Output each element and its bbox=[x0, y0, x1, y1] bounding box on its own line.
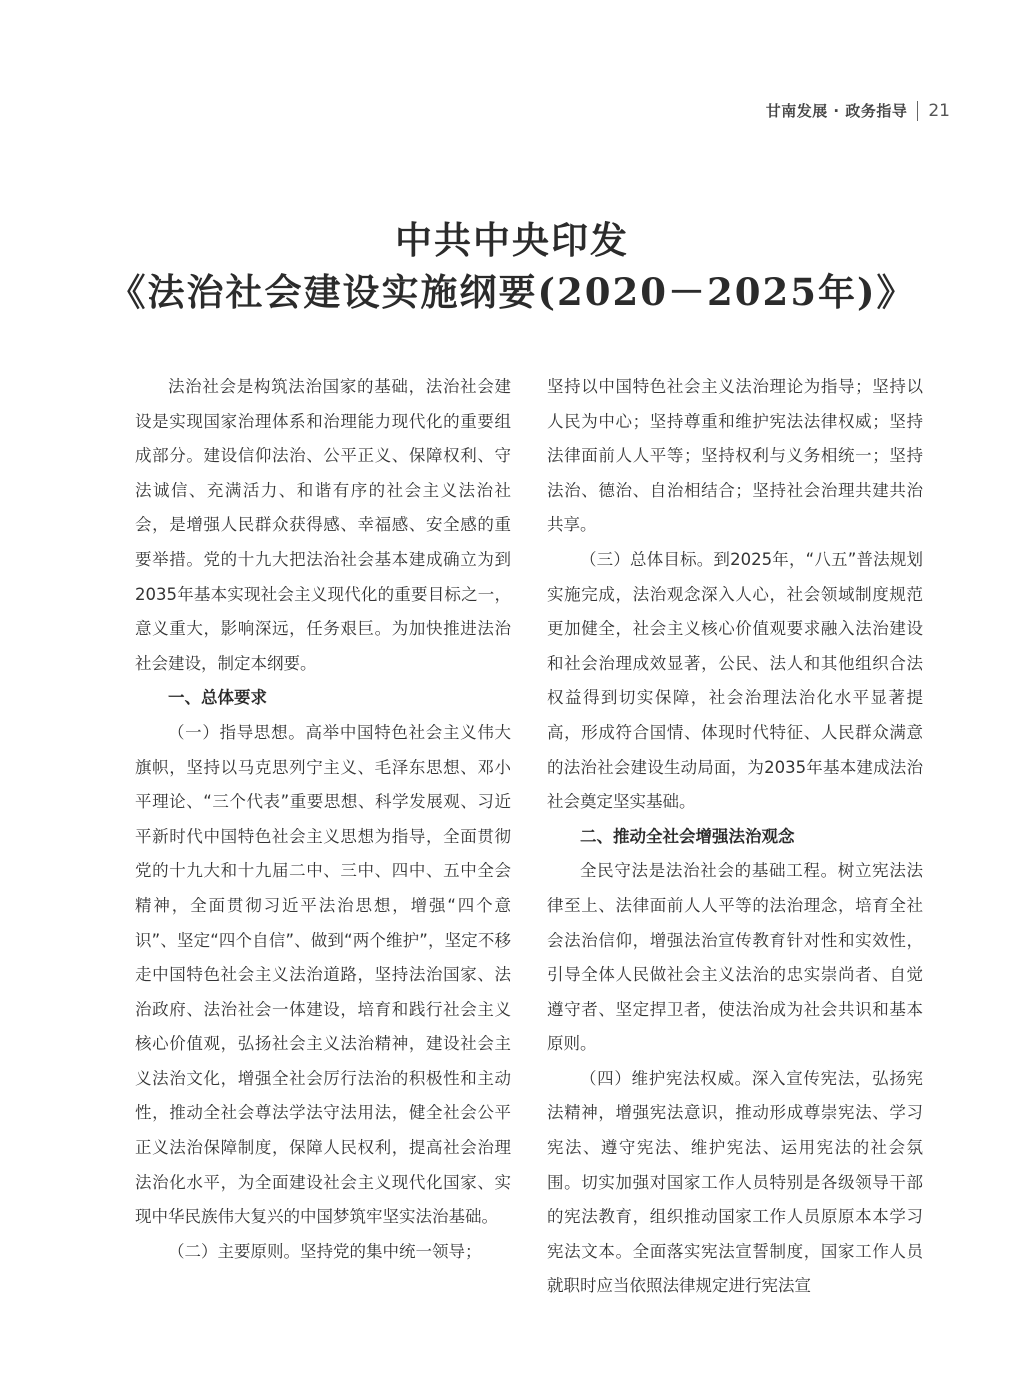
title-line-2: 《法治社会建设实施纲要(2020－2025年)》 bbox=[108, 270, 916, 314]
header-divider bbox=[917, 101, 918, 121]
constitution-paragraph: （四）维护宪法权威。深入宣传宪法，弘扬宪法精神，增强宪法意识，推动形成尊崇宪法、学习宪法、遵守宪法、维护宪法、运用宪法的社会氛围。切实加强对国家工作人员特别是各级领导干部的宪法教育，组织推动国家工作人员原原本本学习宪法文本。全面落实宪法宣誓制度，国家工作人员就职时应当依照法律规定进行宪法宣 bbox=[547, 1068, 923, 1296]
article-title bbox=[0, 214, 1024, 318]
principles-paragraph: （二）主要原则。坚持党的集中统一领导； bbox=[168, 1241, 482, 1261]
running-header bbox=[766, 100, 950, 121]
right-column bbox=[547, 370, 923, 1304]
intro-paragraph: 法治社会是构筑法治国家的基础，法治社会建设是实现国家治理体系和治理能力现代化的重要组成部分。建设信仰法治、公平正义、保障权利、守法诚信、充满活力、和谐有序的社会主义法治社会，是增强人民群众获得感、幸福感、安全感的重要举措。党的十九大把法治社会基本建成确立为到2035年基本实现社会主义现代化的重要目标之一，意义重大，影响深远，任务艰巨。为加快推进法治社会建设，制定本纲要。 bbox=[135, 377, 511, 673]
guiding-thought-paragraph: （一）指导思想。高举中国特色社会主义伟大旗帜，坚持以马克思列宁主义、毛泽东思想、邓小平理论、“三个代表”重要思想、科学发展观、习近平新时代中国特色社会主义思想为指导，全面贯彻党的十九大和十九届二中、三中、四中、五中全会精神，全面贯彻习近平法治思想，增强“四个意识”、坚定“四个自信”、做到“两个维护”，坚定不移走中国特色社会主义法治道路，坚持法治国家、法治政府、法治社会一体建设，培育和践行社会主义核心价值观，弘扬社会主义法治精神，建设社会主义法治文化，增强全社会厉行法治的积极性和主动性，推动全社会尊法学法守法用法，健全社会公平正义法治保障制度，保障人民权利，提高社会治理法治化水平，为全面建设社会主义现代化国家、实现中华民族伟大复兴的中国梦筑牢坚实法治基础。 bbox=[135, 722, 511, 1227]
journal-name: 甘南发展 · 政务指导 bbox=[765, 102, 908, 120]
section-heading-1: 一、总体要求 bbox=[168, 688, 267, 708]
section-heading-2: 二、推动全社会增强法治观念 bbox=[580, 826, 795, 846]
rule-of-law-paragraph: 全民守法是法治社会的基础工程。树立宪法法律至上、法律面前人人平等的法治理念，培育全社会法治信仰，增强法治宣传教育针对性和实效性，引导全体人民做社会主义法治的忠实崇尚者、自觉遵守者、坚定捍卫者，使法治成为社会共识和基本原则。 bbox=[547, 861, 923, 1054]
page-number: 21 bbox=[928, 100, 950, 121]
principles-continued-paragraph: 坚持以中国特色社会主义法治理论为指导；坚持以人民为中心；坚持尊重和维护宪法法律权威；坚持法律面前人人平等；坚持权利与义务相统一；坚持法治、德治、自治相结合；坚持社会治理共建共治共享。 bbox=[547, 377, 923, 535]
goals-paragraph: （三）总体目标。到2025年，“八五”普法规划实施完成，法治观念深入人心，社会领域制度规范更加健全，社会主义核心价值观要求融入法治建设和社会治理成效显著，公民、法人和其他组织合法权益得到切实保障，社会治理法治化水平显著提高，形成符合国情、体现时代特征、人民群众满意的法治社会建设生动局面，为2035年基本建成法治社会奠定坚实基础。 bbox=[547, 549, 923, 812]
left-column bbox=[135, 370, 511, 1269]
title-line-1: 中共中央印发 bbox=[395, 218, 629, 262]
